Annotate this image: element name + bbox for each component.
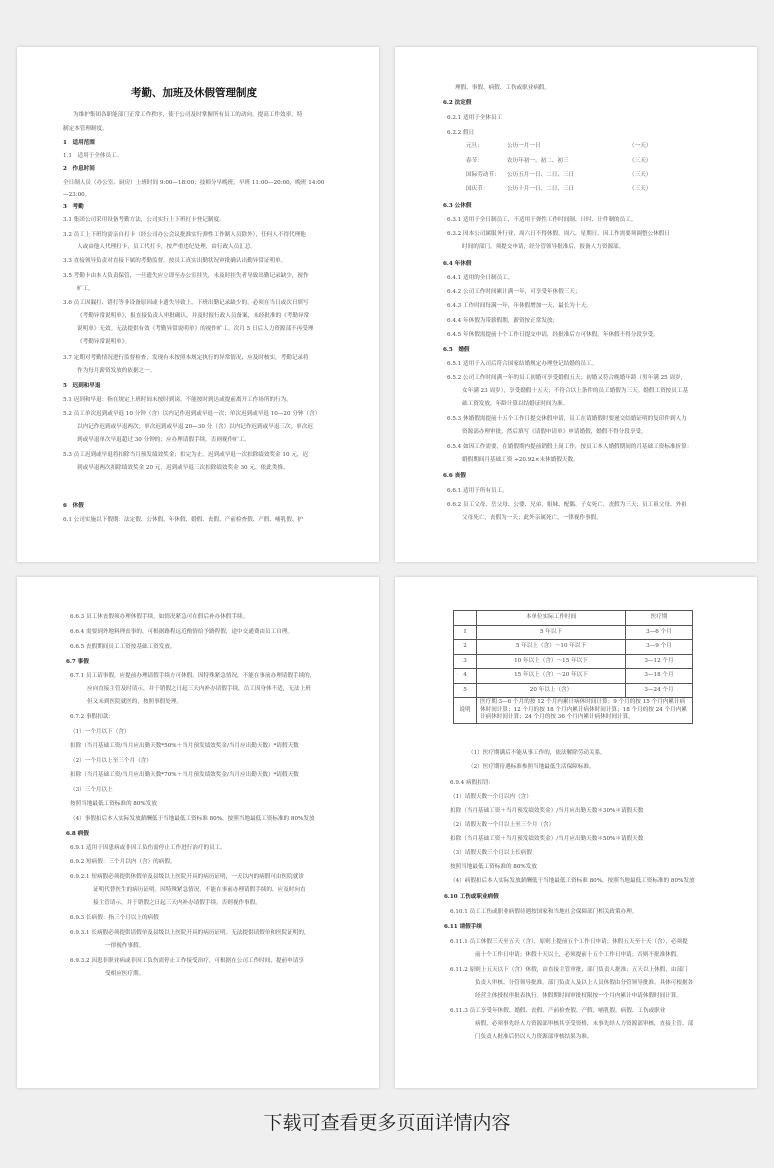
text-line: 6.4.3 工作时间每满一年，年休假增加一天，最长为十天。 [447,303,592,309]
text-line: 6.6.3 员工休丧假须办理休假手续，如情况紧急可在假后补办休假手续。 [70,614,249,620]
text-line: 制定本管理制度。 [63,126,108,132]
text-line: （4）病假扣后本人实际发放薪酬低于当地最低工资标准 80%，按照当地最低工资标准的 80%发放 [450,878,695,884]
table-note-label: 说明 [454,698,477,724]
text-line: 时间的部门，须提交申请，经分管领导批准后，报备人力资源部。 [462,244,625,250]
text-line: —23:00。 [63,192,91,198]
text-line: 6.11.3 员工享受年休假、婚假、丧假、产前检查假、产假、哺乳假、病假、工伤或职业 [450,1008,666,1014]
text-line: （2）请假天数一个月以上至三个月（含） [450,822,555,828]
section-heading: 6.3 公休假 [443,203,472,209]
table-header-row [454,611,693,626]
text-line: 按照当地最低工资标准的 80%发放 [450,864,537,870]
text-line: 扣除（当月基础工资/当月应出勤天数*50%＋当月预发绩效奖金/当月应出勤天数）*请假天数 [70,743,299,749]
table-note-text: 医疗期 3—6 个月的按 12 个月内累计病休时间计算；9 个月的按 15 个月内累计病休时间计算；12 个月的按 18 个月内累计病休时间计算；18 个月的按 24 个月内累计病休时间计算；24 个月的按 36 个月内累计病休时间计算。 [477,698,693,724]
holiday-date: 农历年初一、初二、初三 [507,158,569,164]
text-line: （4）事假扣后本人实际发放薪酬低于当地最低工资标准 80%，按照当地最低工资标准的 80%发放 [70,816,315,822]
table-cell: 5 年以上（含）～10 年以下 [477,640,626,655]
holiday-days: （三天） [629,186,652,192]
holiday-date: 公历五月一日、二日、三日 [507,172,575,178]
table-cell: 4 [454,669,477,684]
text-line: 6.7.1 员工请事假，应提前办理请假手续方可休假，因特殊紧急情况，不能在事前办理请假手续的， [70,673,316,679]
table-row [454,669,693,684]
text-line: 3.7 定期对考勤情况进行监督检查，发现有未按照本规定执行的异常情况，应及时核实，考勤记录将 [63,355,309,361]
text-line: 6.11.2 原则上五天以下（含）休假，由直接主管审批，部门负责人批准；五天以上休假，由部门 [450,967,688,973]
document-page-1 [17,47,379,562]
text-line: 6.9.2 短病假：三个月以内（含）的病假。 [70,859,176,865]
section-heading: 6.4 年休假 [443,261,472,267]
section-heading: 6 休假 [63,503,84,509]
text-line: 6.5.4 如因工作需要，在婚假期内提前销假上岗工作，按员工本人婚假期间的月基础工资标准折算： [447,444,693,450]
text-line: （1）医疗期满后不能从事工作的，依法解除劳动关系。 [468,750,606,756]
text-line: （3）三个月以上 [70,787,113,793]
table-row [454,654,693,669]
table-cell: 3—6 个月 [626,625,693,640]
text-line: 门负责人批准后仍以人力资源部审核结果为准。 [475,1034,593,1040]
text-line: 6.6.5 丧假期间员工工资按基础工资发放。 [70,644,176,650]
text-line: 理假、事假、病假、工伤或职业病假。 [455,85,551,91]
text-line: 6.2.2 假日 [447,130,475,136]
document-page-4 [395,577,757,1088]
text-line: 负责人审核、分管领导批准，部门负责人及以上人员休假由分管领导批准。具体可根据各 [475,980,694,986]
table-header-cell: 本单位实际工作时间 [477,611,626,626]
table-cell: 3—12 个月 [626,654,693,669]
table-cell: 3—18 个月 [626,669,693,684]
text-line: 6.11.1 员工休假三天至五天（含），原则上提前五个工作日申请；休假五天至十天（含），必须提 [450,939,688,945]
text-line: 3.2 员工上下班均需亲自打卡（经公司办公会议批准实行弹性工作制人员除外），任何人不得代理他 [63,232,306,238]
table-row [454,625,693,640]
text-line: 3.3 直接领导负责对直接下属的考勤监督，按员工真实出勤状况审批确认出勤异常证明单。 [63,258,287,264]
text-line: 应向直接主管及时请示，并于销假之日起三天内补办请假手续，员工因身体不适，无法上班 [87,686,311,692]
text-line: 6.6.2 员工父母、岳父母、公婆、兄弟、姐妹、配偶、子女死亡，丧假为三天；员工祖父母、外祖 [447,502,687,508]
text-line: 扣除（当月基础工资/当月应出勤天数*70%＋当月预发绩效奖金/当月应出勤天数）*请假天数 [70,772,299,778]
document-title: 考勤、加班及休假管理制度 [131,87,257,99]
table-cell: 5 [454,683,477,698]
text-line: 3.1 集团公司采用设备考勤方法，公司实行上下班打卡登记制度。 [63,217,225,223]
medical-period-table [453,610,693,724]
text-line: 旷工。 [77,286,94,292]
text-line: 经营主体授权审批表执行。休假期时间审批权限按一个月内累计申请休假时间计算。 [475,993,682,999]
text-line: 6.9.3 长病假：指三个月以上的病假 [70,915,159,921]
text-line: 病假，必须事先经人力资源部审核其享受资格，未事先经人力资源部审核，直接主管、部 [475,1021,694,1027]
text-line: （2）医疗期待遇标准参照当地最低生活保障标准。 [468,764,595,770]
text-line: 6.6.4 需要到外地料理丧事的，可根据路程远近酌情给予路程假，途中交通费由员工自理。 [70,629,293,635]
text-line: 6.3.2 因本公司属服务行业，周六日不得休假，周六、星期日，因工作需要须调整公休假日 [447,231,670,237]
text-line: （2）一个月以上至三个月（含） [70,758,152,764]
holiday-name: 国际劳动节： [466,172,500,178]
text-line: 婚假期间月基础工资 ÷20.92×未休婚假天数。 [462,457,579,463]
table-header-cell: 医疗期 [626,611,693,626]
text-line: 以内记作迟到或早退两次；单次迟到或早退 20—30 分（含）以内记作迟到或早退三次；单次迟 [77,424,313,430]
document-page-3 [17,577,379,1088]
text-line: 接主管请示，并于销假之日起三天内补办请假手续，否则视作事假。 [93,900,261,906]
text-line: 6.9.3.2 因患非职业病或非因工负伤需停止工作接受治疗，可根据在公司工作时间，提前申请享 [70,958,304,964]
text-line: 说明单》无效。无法提供有效《考勤异常说明单》的视作旷工。次月 5 日后人力资源部不再受理 [77,326,314,332]
text-line: 6.5.2 公司工作时间满一年的员工初婚可享受婚假五天；初婚又符合晚婚年龄（男年满 25 周岁， [447,375,687,381]
text-line: 6.4.2 公司工作时间累计满一年，可享受年休假三天； [447,289,581,295]
holiday-days: （三天） [629,172,652,178]
table-cell: 3—24 个月 [626,683,693,698]
text-line: 5.2 员工单次迟到或早退 10 分钟（含）以内记作迟到或早退一次；单次迟到或早退 10—20 分钟（含） [63,411,321,417]
text-line: 6.3.1 适用于全日制员工，不适用于弹性工作时间制、计时、计件制的员工。 [447,217,637,223]
text-line: 3.5 考勤卡由本人负责保管，一旦遗失应立即至办公室挂失，未及时挂失者导致出勤记录缺少，视作 [63,273,309,279]
text-line: 6.10.1 员工工伤或职业病假待遇按国家和当地社会保障部门相关政策办理。 [450,909,638,915]
text-line: 资源部办理审批，然后填写《请假申请单》申请婚假，婚假不得分段享受。 [462,429,647,435]
text-line: 6.9.1 适用于因患病或非因工负伤需停止工作进行治疗的员工。 [70,845,226,851]
text-line: 人或由他人代理打卡，员工代打卡，按严重违纪处理，由行政人员汇总。 [77,244,257,250]
text-line: 扣除（当月基础工资＋当月预发绩效奖金）/当月应出勤天数＊50%＊请假天数 [450,836,644,842]
download-more-caption: 下载可查看更多页面详情内容 [263,1112,511,1134]
text-line: 6.4.4 年休假为带薪假期，薪资按正常发放； [447,318,559,324]
text-line: 《考勤异常说明单》，报直接负责人审批确认，并及时报行政人员备案，未经批准的《考勤异常 [77,313,310,319]
text-line: 为维护集团各职能部门正常工作秩序，使于公司及时掌握所有员工的动向，提高工作效率，特 [73,112,303,118]
holiday-name: 春节： [466,158,483,164]
document-page-2 [395,47,757,562]
text-line: 到或早退两次扣除绩效奖金 20 元，迟到或早退三次扣除绩效奖金 30 元，依此类推。 [77,465,289,471]
table-note-row [454,698,693,724]
section-heading: 5 迟到和早退 [63,383,101,389]
text-line: 6.4.1 适用的全日制员工。 [447,275,514,281]
text-line: 础工资发放，年龄计算以结婚证时间为准。 [462,401,569,407]
section-heading: 6.2 法定假 [443,100,472,106]
holiday-date: 公历一月一日 [507,143,541,149]
holiday-days: （一天） [629,143,652,149]
table-cell: 3—9 个月 [626,640,693,655]
holiday-name: 元旦： [466,143,483,149]
table-row [454,683,693,698]
text-line: 扣除（当月基础工资＋当月预发绩效奖金）/当月应出勤天数＊30%＊请假天数 [450,808,644,814]
text-line: 一律视作事假。 [105,943,145,949]
text-line: 父母死亡，丧假为一天；此外亲属死亡，一律视作事假。 [462,515,602,521]
table-cell: 1 [454,625,477,640]
text-line: 6.9.3.1 长病假必须提供请假单及县级以上医院开具的病历证明。无法提供请假单和医院证明的， [70,930,310,936]
text-line: （1）请假天数一个月以内（含） [450,794,532,800]
section-heading: 2 作息时间 [63,166,95,172]
text-line: 6.5.1 适用于入司后符合国家结婚规定办理登记结婚的员工。 [447,361,598,367]
text-line: 6.6.1 适用于所有员工。 [447,488,508,494]
text-line: 《考勤异常说明单》。 [77,339,131,345]
table-cell: 2 [454,640,477,655]
text-line: 6.2.1 适用于全体员工 [447,115,503,121]
text-line: 6.4.5 年休假需提前十个工作日提交申请，经批准后方可休假，年休假不得分段享受。 [447,332,659,338]
table-cell: 10 年以上（含）～15 年以下 [477,654,626,669]
text-line: 女年满 23 周岁），享受婚假十五天；不符合以上条件的员工婚假为三天。婚假工资按员工基 [462,388,689,394]
table-row [454,640,693,655]
holiday-name: 国庆节： [466,186,489,192]
text-line: 按照当地最低工资标准的 80%发放 [70,801,157,807]
text-line: （3）请假天数三个月以上长病假 [450,850,532,856]
text-line: 6.5.3 休婚假需提前十五个工作日提交休假申请，员工在请婚假时要递交结婚证明的复印件到人力 [447,416,687,422]
text-line: 6.9.2.1 短病假必须提供休假单及县级以上医院开具的病历证明，一天以内的病假可由医院就诊 [70,874,304,880]
text-line: 证明代替医生的病历证明。因特殊紧急情况，不能在事前办理请假手续的，应及时向直 [93,887,306,893]
text-line: 受相应医疗期。 [105,971,145,977]
text-line: 全日制人员（办公室、厨房）上班时间 9:00—18:00；技师分早晚班，早班 11:00—20:00，晚班 14:00 [63,180,325,186]
section-heading: 1 适用范围 [63,140,95,146]
text-line: 但又未到医院就医的，按照事假处理。 [87,699,183,705]
holiday-days: （三天） [629,158,652,164]
text-line: 5.1 迟到和早退：指在规定上班时间未按时到岗，不能按时到达或提前离开工作场所的行为。 [63,397,292,403]
text-line: （1）一个月以下（含） [70,729,130,735]
table-cell: 3 [454,654,477,669]
text-line: 3.6 员工因漏打、错打等非设备原因或卡遗失导致上、下班出勤记录缺少的，必须在当日或次日填写 [63,300,309,306]
text-line: 到或早退单次早退超过 30 分钟的；应办理请假手续，否则视作旷工。 [77,437,250,443]
table-cell: 15 年以上（含）～20 年以下 [477,669,626,684]
section-heading: 6.7 事假 [66,659,89,665]
text-line: 6.1 公司实施以下假期：法定假、公休假、年休假、婚假、丧假、产前检查假、产假、哺乳假、护 [63,517,304,523]
text-line: 前十个工作日申请；休假十天以上，必须提前十五个工作日申请；否则不批准休假。 [475,952,682,958]
section-heading: 6.5 婚假 [443,347,470,353]
table-cell: 20 年以上（含） [477,683,626,698]
text-line: 6.7.2 事假扣款： [70,714,114,720]
section-heading: 3 考勤 [63,204,84,210]
section-heading: 6.10 工伤或职业病假 [444,894,499,900]
section-heading: 6.6 丧假 [443,473,466,479]
section-heading: 6.8 病假 [66,831,89,837]
text-line: 1.1 适用于全体员工。 [63,153,123,159]
holiday-date: 公历十月一日、二日、三日 [507,186,575,192]
text-line: 作为每月薪资发放的依据之一。 [77,368,156,374]
text-line: 5.3 员工迟到或早退将扣除当月预发绩效奖金；扣完为止。迟到或早退一次扣除绩效奖金 10 元，迟 [63,452,309,458]
section-heading: 6.11 请假手续 [444,924,482,930]
text-line: 6.9.4 病假扣罚： [450,780,494,786]
table-cell: 5 年以下 [477,625,626,640]
